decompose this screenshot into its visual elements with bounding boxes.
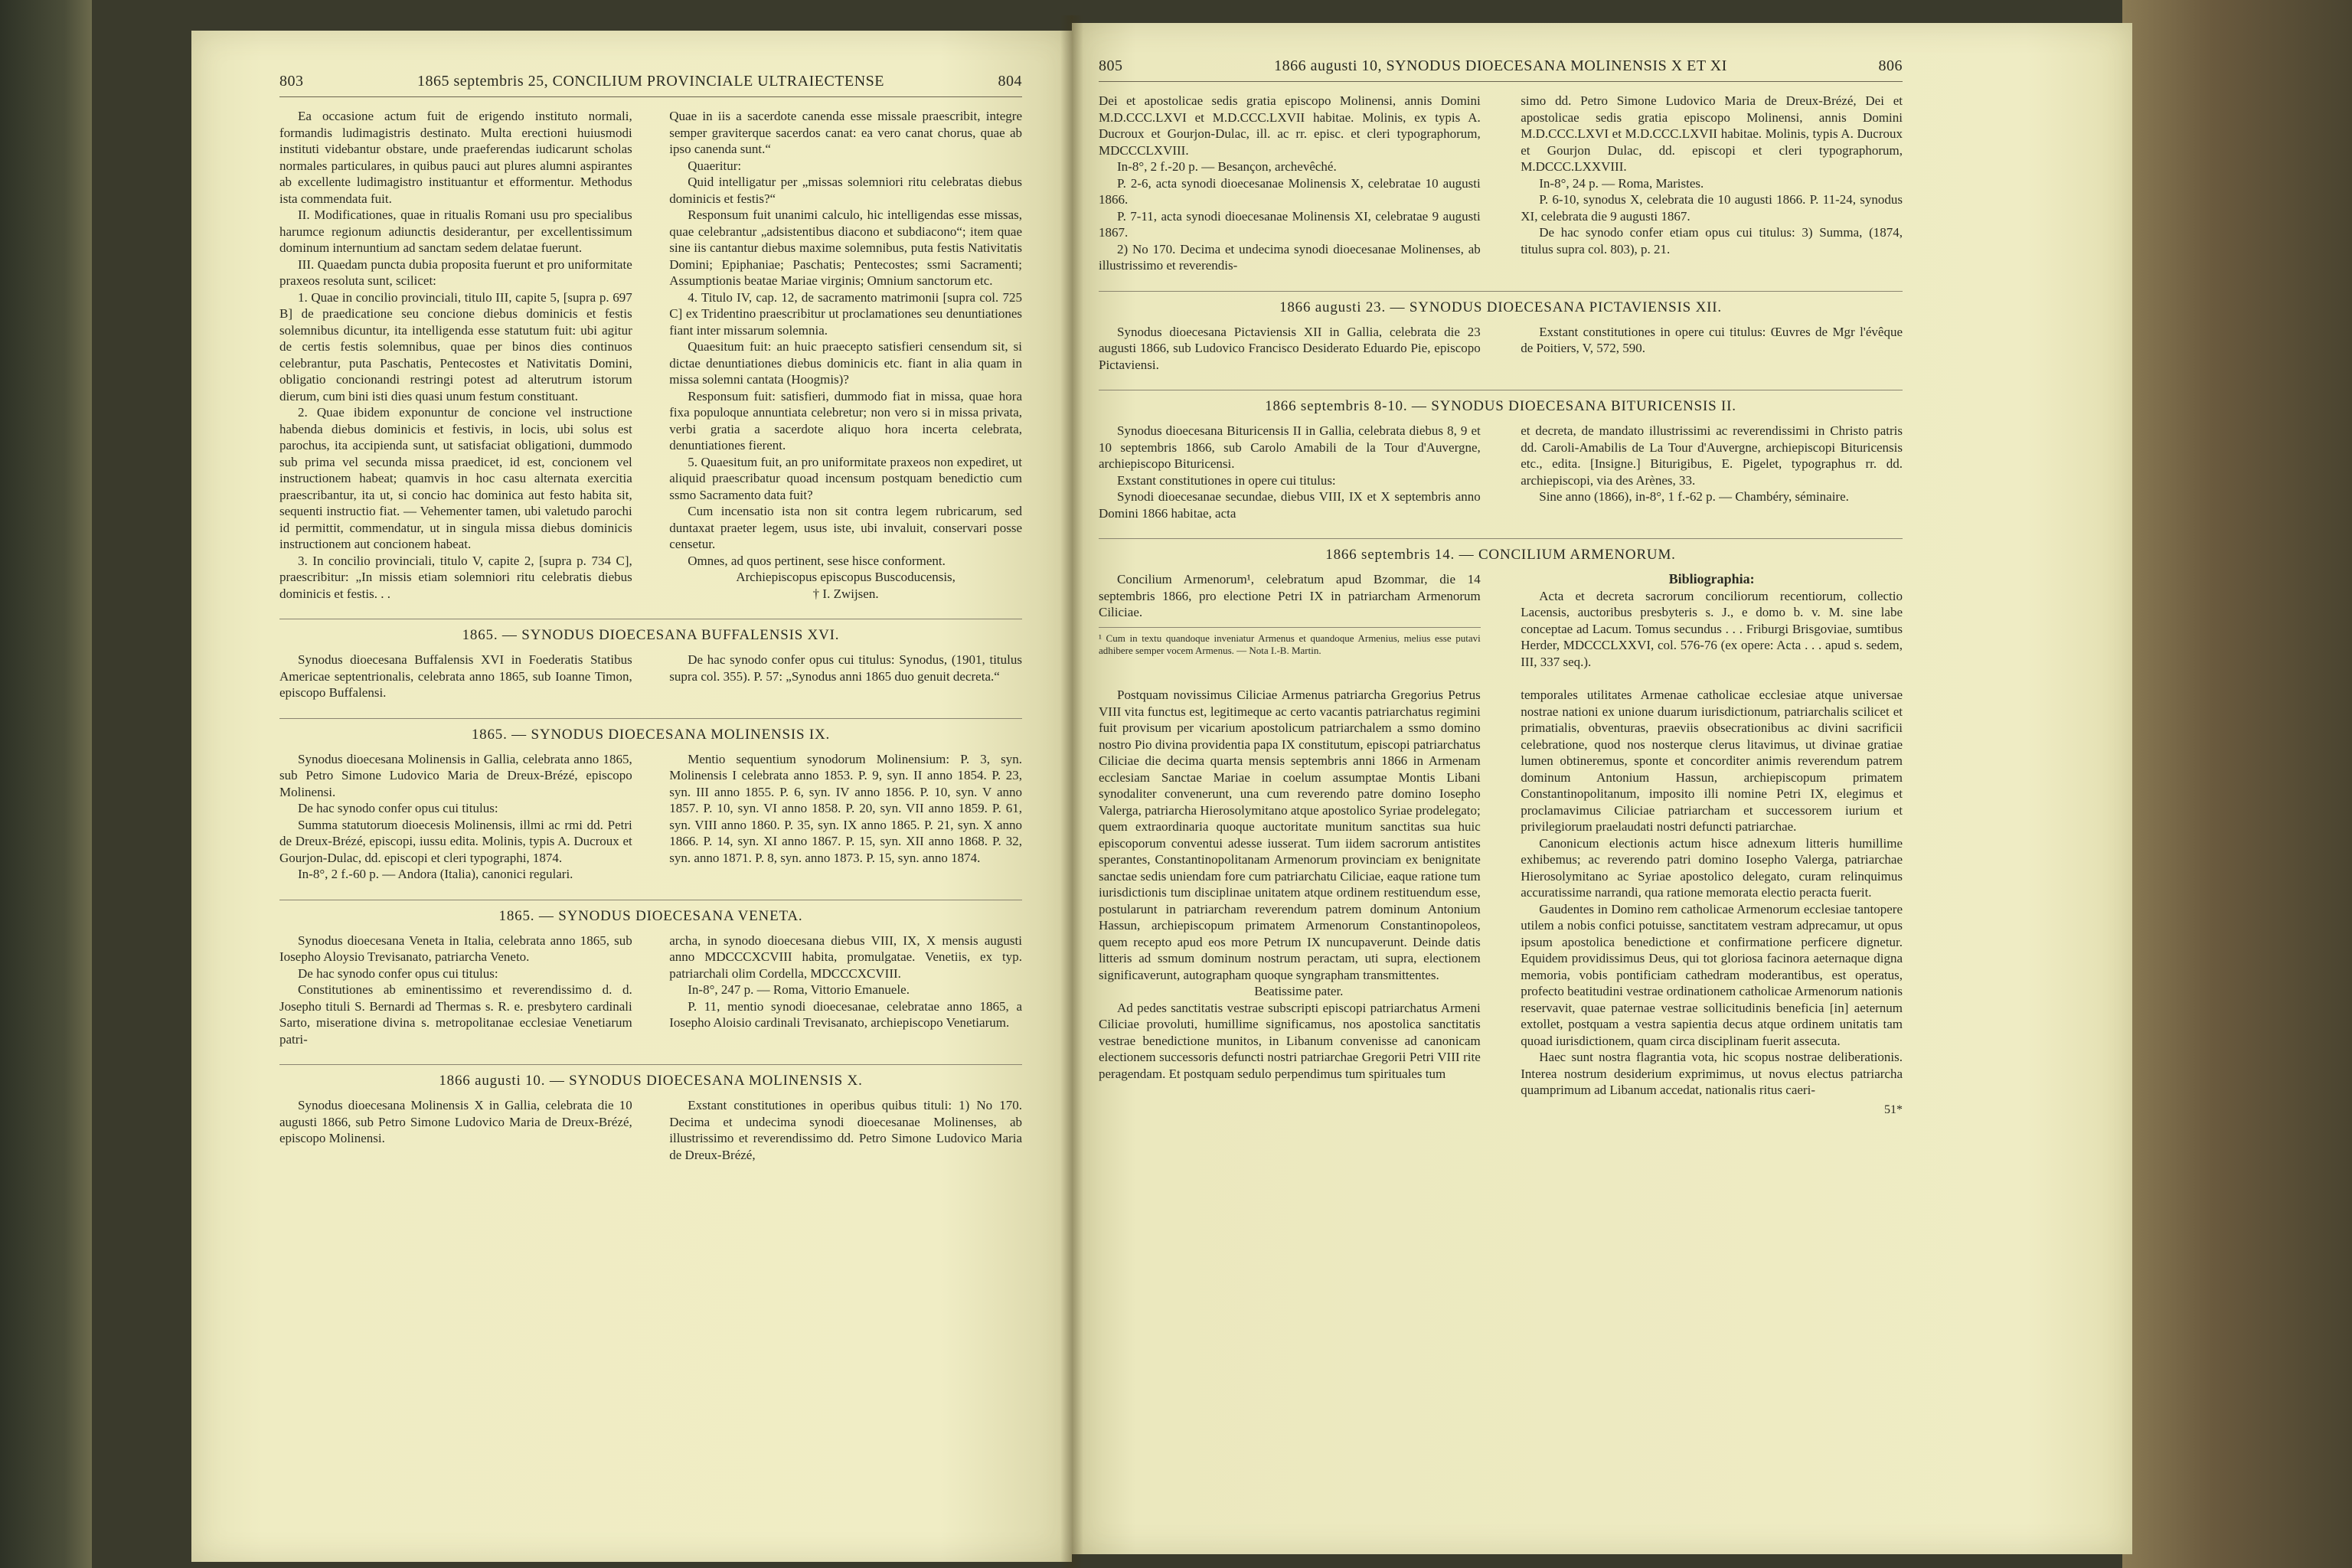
paragraph: Ea occasione actum fuit de erigendo instituto normali, formandis ludimagistris destinato. Multa erectioni huiusmodi instituti videbantur obstare, unde praeferendas iudicarunt scholas normales particulares, in quibus pauci aut plures alumni aspirantes ab excellente ludimagistro instituantur et efformentur. Methodus ista commendata fuit. [279,109,632,206]
paragraph: P. 2-6, acta synodi dioecesanae Molinensis X, celebratae 10 augusti 1866. [1099,175,1481,207]
signature-line: Archiepiscopus episcopus Buscoducensis, [736,570,956,584]
intro-columns [279,108,1022,602]
page-number: 803 [279,73,304,90]
section-veneta [279,900,1022,1048]
continuation-columns [1099,93,1903,274]
paragraph: P. 7-11, acta synodi dioecesanae Molinensis XI, celebratae 9 augusti 1867. [1099,208,1481,240]
bibliography-heading: Bibliographia: [1668,571,1755,586]
paragraph: Synodus dioecesana Veneta in Italia, celebrata anno 1865, sub Iosepho Aloysio Trevisanato, patriarcha Veneto. [279,933,632,964]
paragraph: Constitutiones ab eminentissimo et reverendissimo d. d. Josepho tituli S. Bernardi ad Thermas s. R. e. presbytero cardinali Sarto, miseratione divina s. metropolitanae ecclesiae Venetiarum patri- [279,982,632,1047]
paragraph: Concilium Armenorum¹, celebratum apud Bzommar, die 14 septembris 1866, pro electione Petri IX in patriarcham Armenorum Ciliciae. [1099,572,1481,619]
paragraph: Canonicum electionis actum hisce adnexum litteris humillime exhibemus; ac reverendo patri domino Iosepho Valerga, patriarchae Hierosolymitano ac Syriae apostolico delegato, curam relinquimus accuratissime narrandi, qua ratione memorata electio peracta fuerit. [1521,835,1903,900]
paragraph: De hac synodo confer opus cui titulus: [298,801,498,815]
section-armenorum [1099,538,1903,670]
section-title: 1866 septembris 8-10. — SYNODUS DIOECESANA BITURICENSIS II. [1099,390,1903,415]
paragraph: II. Modificationes, quae in ritualis Romani usu pro specialibus harumce regionum adiunctis desiderantur, per excellentissimum dominum internuntium ad sanctam sedem delatae fuerunt. [279,207,632,255]
running-title: 1865 septembris 25, CONCILIUM PROVINCIALE ULTRAIECTENSE [416,73,885,90]
section-pictaviensis [1099,291,1903,374]
book-gutter [1060,15,1083,1568]
paragraph: et decreta, de mandato illustrissimi ac reverendissimi in Christo patris dd. Caroli-Amabilis de La Tour d'Auvergne, archiepiscopi Bituricensis etc., edita. [Insigne.] Biturigibus, E. Pigelet, typographus rr. dd. archiepiscopi, via des Arènes, 33. [1521,423,1903,488]
right-running-head [1099,57,1903,82]
section-title: 1865. — SYNODUS DIOECESANA VENETA. [279,900,1022,925]
paragraph: De hac synodo confer etiam opus cui titulus: 3) Summa, (1874, titulus supra col. 803), p. 21. [1521,225,1903,256]
paragraph: Dei et apostolicae sedis gratia episcopo Molinensi, annis Domini M.D.CCC.LXVI et M.D.CCC.LXVII habitae. Molinis, ex typis A. Ducroux et Gourjon-Dulac, ill. ac rr. episc. et cleri typographorum, MDCCCLXVIII. [1099,93,1481,158]
section-letter [1099,687,1903,1118]
paragraph: Responsum fuit: satisfieri, dummodo fiat in missa, quae hora fixa populoque annuntiata celebretur; non vero si in missa privata, verbi gratia a sacerdote aliquo hora incerta celebrata, denuntiationes fierent. [669,388,1022,452]
section-title: 1866 augusti 23. — SYNODUS DIOECESANA PICTAVIENSIS XII. [1099,291,1903,316]
book-cover-right [2122,0,2352,1568]
paragraph: Omnes, ad quos pertinent, sese hisce conforment. [688,553,946,568]
paragraph: 5. Quaesitum fuit, an pro uniformitate praxeos non expediret, ut aliquid praescribatur quoad incensum postquam benedictio cum ssmo Sacramento data fuit? [669,454,1022,502]
paragraph: simo dd. Petro Simone Ludovico Maria de Dreux-Brézé, Dei et apostolicae sedis gratia episcopo Molinensi, annis Domini M.D.CCC.LXVI et M.D.CCC.LXVII habitae. Molinis, typis A. Ducroux et Gourjon Dulac, dd. episcopi et cleri typographorum, M.DCCC.LXXVIII. [1521,93,1903,174]
paragraph: In-8°, 24 p. — Roma, Maristes. [1539,175,1704,191]
paragraph: 3. In concilio provinciali, titulo V, capite 2, [supra p. 734 C], praescribitur: „In missis etiam solemniori ritu celebratis diebus dominicis et festis. . . [279,553,632,601]
paragraph: temporales utilitates Armenae catholicae ecclesiae atque universae nostrae nationi ex unione duarum iurisdictionum, patriarchalis scilicet et primatialis, obventuras, praeviis obsecrationibus ac divini sacrificii celebratione, quod nos nosterque clerus litavimus, ut divinae gratiae lumen obtineremus, sponte et concorditer animis reverendum patrem dominum Antonium Hassun, archiepiscopum primatem Constantinopolitanum, imposito illi nomine Petri IX, elegimus et proclamavimus Ciliciae patriarcham et successorem iurium et privilegiorum praelaudati nostri defuncti patriarchae. [1521,688,1903,834]
section-molinensis-ix [279,718,1022,883]
paragraph: Sine anno (1866), in-8°, 1 f.-62 p. — Chambéry, séminaire. [1539,489,1849,504]
paragraph: 2) No 170. Decima et undecima synodi dioecesanae Molinenses, ab illustrissimo et reverendis- [1099,241,1481,273]
signature-name: † I. Zwijsen. [812,586,879,601]
paragraph: Responsum fuit unanimi calculo, hic intelligendas esse missas, quae celebrantur „adsistentibus diacono et subdiacono“; item quae sine iis cantantur diebus maxime solemnibus, puta festis Nativitatis Domini; Epiphaniae; Paschatis; Pentecostes; ssmi Sacramenti; Assumptionis beatae Mariae virginis; Omnium sanctorum etc. [669,207,1022,288]
paragraph: P. 6-10, synodus X, celebrata die 10 augusti 1866. P. 11-24, synodus XI, celebrata die 9 augusti 1867. [1521,192,1903,224]
paragraph: 1. Quae in concilio provinciali, titulo III, capite 5, [supra p. 697 B] de praedicatione seu concione diebus dominicis et festis solemnibus dicuntur, ita intelligenda esse statutum fuit: ubi agitur de certis festis solemnibus, quae per binos dies continuos celebrantur, puta Paschatis, Pentecostes et Nativitatis Domini, obligatio concionandi restringi potest ad alterutrum istorum dierum, cum bini isti dies quasi unum festum constituant. [279,289,632,403]
paragraph: III. Quaedam puncta dubia proposita fuerunt et pro uniformitate praxeos resoluta sunt, scilicet: [279,256,632,288]
running-title: 1866 augusti 10, SYNODUS DIOECESANA MOLINENSIS X ET XI [1274,57,1727,74]
left-page [191,31,1072,1562]
page-number: 806 [1878,57,1903,74]
signature-mark: 51* [1884,1102,1903,1116]
paragraph: Gaudentes in Domino rem catholicae Armenorum ecclesiae tantopere utilem a nobis confici potuisse, sanctitatem vestram adprecamur, ut opus ipsum apostolica benedictione et confirmatione perficere dignetur. Equidem providissimus Deus, qui tot gloriosa facinora aeternaque digna memoria, vobis pontificiam cathedram moderantibus, est operatus, profecto beatitudini vestrae ordinationem catholicae Armenorum nationis reservavit, quae paternae vestrae sollicitudinis beneficia [in] aeternum extollet, postquam a vestra sapientia decus atque ordinem unitatis tam quoad iurisdictionem, quam circa disciplinam fuerit assecuta. [1521,901,1903,1048]
salutation: Beatissime pater. [1254,984,1344,998]
paragraph: Quae in iis a sacerdote canenda esse missale praescribit, integre semper graviterque sacerdos canat: ea vero canat chorus, quae ab ipso canenda sunt.“ [669,109,1022,156]
footnote: ¹ Cum in textu quandoque inveniatur Armenus et quandoque Armenius, melius esse putavi adhibere semper vocem Armenus. — Nota I.-B. Martin. [1099,627,1481,657]
paragraph: De hac synodo confer opus cui titulus: [298,965,498,981]
paragraph: 2. Quae ibidem exponuntur de concione vel instructione habenda diebus dominicis et festivis, in locis, ubi solus est parochus, ita accipienda sunt, ut satisfaciat obligationi, dummodo sub prima vel secunda missa praedicet, id est, concionem vel instructionem habeat; quamvis in hoc casu alternata exercitia praescribantur, ita ut, si concio hac dominica aut festo habita sit, sequenti instructio fiat. — Vehementer tamen, ubi valetudo parochi id permittit, commendatur, ut in singula missa diebus dominicis instructionem aut concionem habeat. [279,405,632,551]
section-title: 1866 augusti 10. — SYNODUS DIOECESANA MOLINENSIS X. [279,1064,1022,1089]
paragraph: Synodus dioecesana Pictaviensis XII in Gallia, celebrata die 23 augusti 1866, sub Ludovico Francisco Desiderato Eduardo Pie, episcopo Pictaviensi. [1099,324,1481,372]
paragraph: Exstant constitutiones in opere cui titulus: [1117,472,1336,488]
paragraph: 4. Titulo IV, cap. 12, de sacramento matrimonii [supra col. 725 C] ex Tridentino praescribitur ut proclamationes seu denuntiationes fiant inter missarum solemnia. [669,289,1022,338]
paragraph: P. 11, mentio synodi dioecesanae, celebratae anno 1865, a Iosepho Aloisio cardinali Trevisanato, archiepiscopo Venetiarum. [669,998,1022,1030]
paragraph: Synodus dioecesana Molinensis in Gallia, celebrata anno 1865, sub Petro Simone Ludovico Maria de Dreux-Brézé, episcopo Molinensi. [279,751,632,799]
paragraph: Postquam novissimus Ciliciae Armenus patriarcha Gregorius Petrus VIII vita functus est, legitimeque ac certo vacantis patriarchatus regimini fuit provisum per vicarium apostolicum patriarchalem a ssmo domino nostro Pio divina providentia papa IX constitutum, episcopi patriarchatus Ciliciae die decima quarta mensis septembris anni 1866 in Armenam ecclesiam Sanctae Mariae in coelum assumptae Montis Libani synodaliter convenerunt, una cum reverendo patre domino Iosepho Valerga, patriarcha Hierosolymitano atque apostolico Syriae prodelegato; quem extraordinaria quoque auctoritate munitum sanctitas sua huic episcoporum conventui adesse iusserat. Tum iidem sacrorum antistites sperantes, Constantinopolitanam Armenorum provinciam ex benignitate sanctae sedis uniendam fore cum patriarchatu Ciliciae, eaque ratione tum iurisdictionis tum disciplinae unitatem atque ordinem restituendum esse, postularunt in patriarcham reverendum patrem dominum Antonium Hassun, archiepiscopum primatem Armenorum Constantinopoleos, quem recepto apud eos more Petrum IX nuncupaverunt. Deinde datis litteris ad ssmum dominum nostrum peractam, uti supra, electionem significaverunt, autographam quoque syngrapham transmittentes. [1099,688,1481,982]
paragraph: Haec sunt nostra flagrantia vota, hic scopus nostrae deliberationis. Interea nostrum desiderium exprimimus, ut novus electus patriarcha quamprimum ad Libanum accedat, nationalis ritus caeri- [1521,1050,1903,1097]
book-cover-left [0,0,92,1568]
paragraph: Quaesitum fuit: an huic praecepto satisfieri censendum sit, si dictae denuntiationes diebus dominicis etc. fiant in alia quam in missa solemni cantata (Hoogmis)? [669,339,1022,387]
paragraph: Exstant constitutiones in opere cui titulus: Œuvres de Mgr l'évêque de Poitiers, V, 572, 590. [1521,324,1903,355]
section-title: 1866 septembris 14. — CONCILIUM ARMENORUM. [1099,538,1903,564]
paragraph: In-8°, 247 p. — Roma, Vittorio Emanuele. [688,982,910,997]
paragraph: archa, in synodo dioecesana diebus VIII, IX, X mensis augusti anno MDCCCXCVIII habita, promulgatae. Venetiis, ex typ. patriarchali olim Cordella, MDCCCXCVIII. [669,933,1022,981]
section-molinensis-x [279,1064,1022,1163]
column-b [669,108,1022,602]
paragraph: Ad pedes sanctitatis vestrae subscripti episcopi patriarchatus Armeni Ciliciae provoluti, humillime significamus, nos apostolica sanctitatis vestrae benedictione munitos, in Libanum convenisse ad canonicam electionem successoris defuncti nostri patriarchae Gregorii Petri VIII rite peragendam. Et postquam sedulo perpendimus tum spirituales tum [1099,1000,1481,1081]
paragraph: Quaeritur: [688,158,742,173]
paragraph: Quid intelligatur per „missas solemniori ritu celebratas diebus dominicis et festis?“ [669,175,1022,206]
paragraph: Synodus dioecesana Bituricensis II in Gallia, celebrata diebus 8, 9 et 10 septembris 1866, sub Carolo Amabili de la Tour d'Auvergne, archiepiscopo Bituricensi. [1099,423,1481,471]
paragraph: In-8°, 2 f.-60 p. — Andora (Italia), canonici regulari. [298,867,573,881]
paragraph: Synodus dioecesana Buffalensis XVI in Foederatis Statibus Americae septentrionalis, celebrata anno 1865, sub Ioanne Timon, episcopo Buffalensi. [279,652,632,700]
right-page [1072,23,2132,1554]
left-running-head [279,73,1022,97]
page-number: 805 [1099,57,1123,74]
section-buffalo [279,619,1022,701]
column-a [279,108,632,602]
paragraph: Mentio sequentium synodorum Molinensium: P. 3, syn. Molinensis I celebrata anno 1853. P. 9, syn. II anno 1854. P. 23, syn. III anno 1855. P. 6, syn. IV anno 1856. P. 10, syn. V anno 1857. P. 10, syn. VI anno 1858. P. 20, syn. VII anno 1859. P. 61, syn. VIII anno 1860. P. 35, syn. IX anno 1865. P. 21, syn. X anno 1866. P. 14, syn. XI anno 1867. P. 15, syn. XII anno 1868. P. 32, syn. anno 1871. P. 8, syn. anno 1873. P. 15, syn. anno 1874. [669,751,1022,865]
paragraph: Synodi dioecesanae secundae, diebus VIII, IX et X septembris anno Domini 1866 habitae, acta [1099,489,1481,521]
paragraph: Summa statutorum dioecesis Molinensis, illmi ac rmi dd. Petri de Dreux-Brézé, episcopi, iussu edita. Molinis, typis A. Ducroux et Gourjon-Dulac, dd. episcopi et cleri typographi, 1874. [279,817,632,865]
section-title: 1865. — SYNODUS DIOECESANA BUFFALENSIS XVI. [279,619,1022,644]
paragraph: In-8°, 2 f.-20 p. — Besançon, archevêché. [1117,159,1337,174]
paragraph: Cum incensatio ista non sit contra legem rubricarum, sed duntaxat praeter legem, usus iste, ubi invaluit, conservari posse censetur. [669,504,1022,551]
page-number: 804 [998,73,1022,90]
section-title: 1865. — SYNODUS DIOECESANA MOLINENSIS IX. [279,718,1022,743]
section-bituricensis [1099,390,1903,521]
paragraph: Exstant constitutiones in operibus quibus tituli: 1) No 170. Decima et undecima synodi dioecesanae Molinenses, ab illustrissimo et reverendissimo dd. Petro Simone Ludovico Maria de Dreux-Brézé, [669,1098,1022,1162]
paragraph: Synodus dioecesana Molinensis X in Gallia, celebrata die 10 augusti 1866, sub Petro Simone Ludovico Maria de Dreux-Brézé, episcopo Molinensi. [279,1098,632,1145]
paragraph: Acta et decreta sacrorum conciliorum recentiorum, collectio Lacensis, auctoribus presbyteris s. J., e domo b. v. M. sine labe conceptae ad Lacum. Tomus secundus . . . Friburgi Brisgoviae, sumtibus Herder, MDCCCLXXVI, col. 576-76 (ex opere: Acta . . . apud s. sedem, III, 337 seq.). [1521,588,1903,669]
paragraph: De hac synodo confer opus cui titulus: Synodus, (1901, titulus supra col. 355). P. 57: „Synodus anni 1865 duo genuit decreta.“ [669,652,1022,684]
